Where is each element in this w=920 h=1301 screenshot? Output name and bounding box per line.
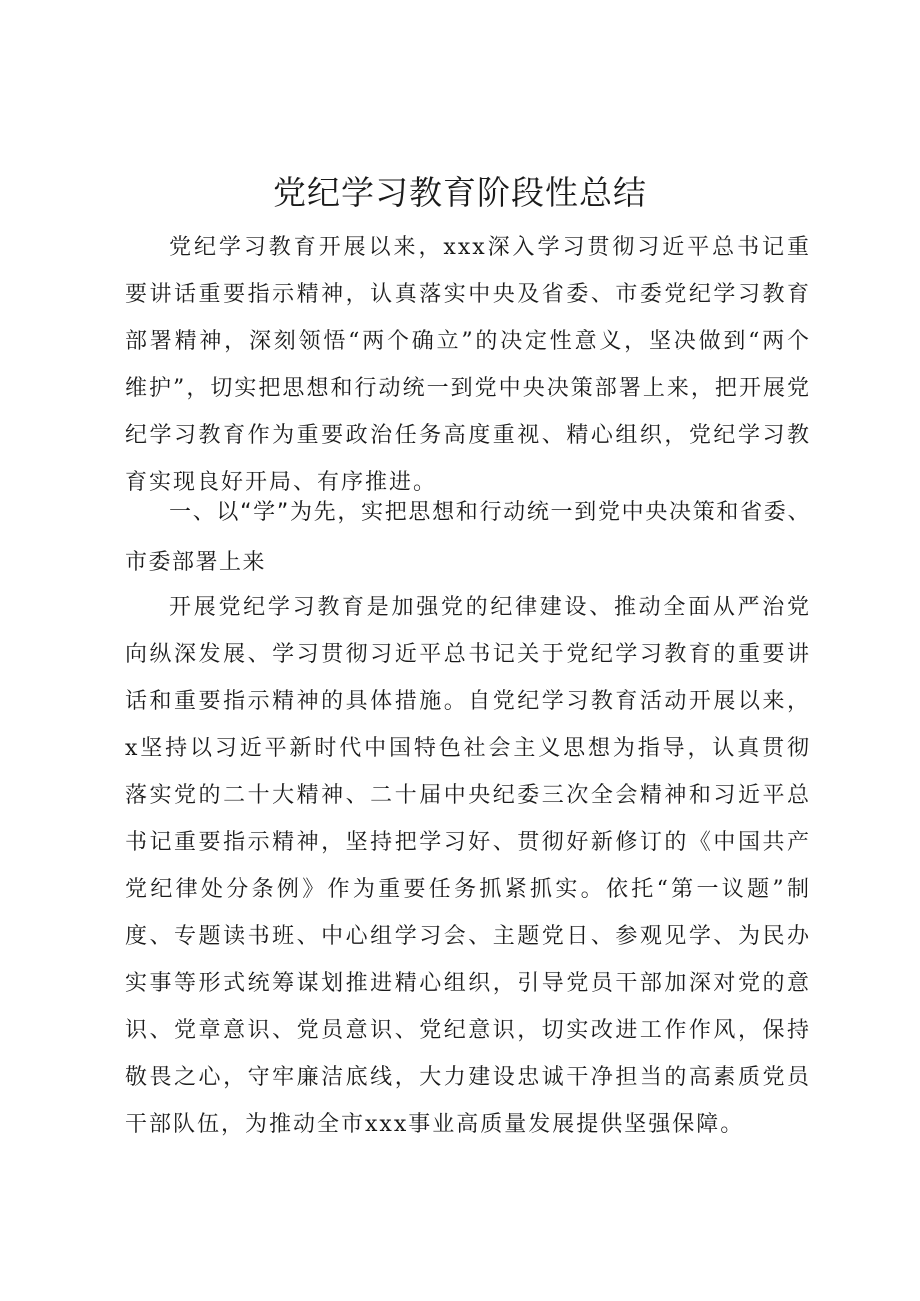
intro-paragraph: 党纪学习教育开展以来，xxx深入学习贯彻习近平总书记重要讲话重要指示精神，认真落实中央及省委、市委党纪学习教育部署精神，深刻领悟“两个确立”的决定性意义，坚决做到“两个维护”，切实把思想和行动统一到党中央决策部署上来，把开展党纪学习教育作为重要政治任务高度重视、精心组织，党纪学习教育实现良好开局、有序推进。 (125, 235, 811, 495)
document-title: 党纪学习教育阶段性总结 (273, 173, 647, 212)
section-1-paragraph: 开展党纪学习教育是加强党的纪律建设、推动全面从严治党向纵深发展、学习贯彻习近平总书记关于党纪学习教育的重要讲话和重要指示精神的具体措施。自党纪学习教育活动开展以来，x坚持以习近平新时代中国特色社会主义思想为指导，认真贯彻落实党的二十大精神、二十届中央纪委三次全会精神和习近平总书记重要指示精神，坚持把学习好、贯彻好新修订的《中国共产党纪律处分条例》作为重要任务抓紧抓实。依托“第一议题”制度、专题读书班、中心组学习会、主题党日、参观见学、为民办实事等形式统筹谋划推进精心组织，引导党员干部加深对党的意识、党章意识、党员意识、党纪意识，切实改进工作作风，保持敬畏之心，守牢廉洁底线，大力建设忠诚干净担当的高素质党员干部队伍，为推动全市xxx事业高质量发展提供坚强保障。 (125, 595, 811, 1137)
intro-paragraph-block (125, 224, 811, 506)
section-heading-block (125, 488, 811, 588)
section-1-heading: 一、以“学”为先，实把思想和行动统一到党中央决策和省委、市委部署上来 (125, 500, 811, 575)
section-body-block (125, 584, 811, 1148)
